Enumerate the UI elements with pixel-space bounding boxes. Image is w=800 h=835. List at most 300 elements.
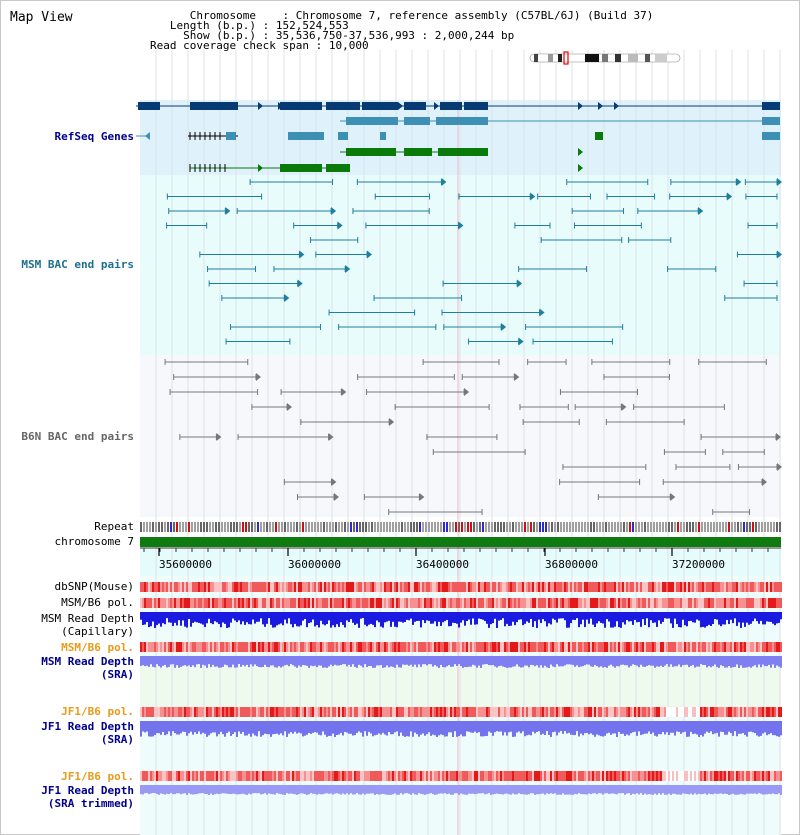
polymorphism-cell (304, 582, 306, 592)
read-depth-bar (746, 656, 748, 667)
read-depth-bar (152, 612, 154, 622)
read-depth-bar (256, 656, 258, 666)
polymorphism-cell (588, 707, 590, 717)
track-label-msm-depth-capillary[interactable]: MSM Read Depth (41, 612, 134, 625)
polymorphism-cell (368, 771, 370, 781)
read-depth-bar (330, 612, 332, 628)
read-depth-bar (520, 656, 522, 668)
polymorphism-cell (328, 771, 330, 781)
polymorphism-cell (570, 707, 572, 717)
polymorphism-cell (496, 642, 498, 652)
polymorphism-cell (344, 582, 346, 592)
track-label-refseq[interactable]: RefSeq Genes (54, 130, 134, 143)
read-depth-bar (342, 656, 344, 664)
polymorphism-cell (410, 771, 412, 781)
polymorphism-cell (370, 582, 372, 592)
read-depth-bar (530, 656, 532, 665)
read-depth-bar (656, 721, 658, 737)
read-depth-bar (558, 785, 560, 795)
polymorphism-cell (370, 771, 372, 781)
read-depth-bar (216, 612, 218, 622)
read-depth-bar (344, 612, 346, 627)
read-depth-bar (310, 785, 312, 793)
polymorphism-cell (708, 707, 710, 717)
polymorphism-cell (462, 598, 464, 608)
polymorphism-cell (246, 642, 248, 652)
polymorphism-cell (380, 771, 382, 781)
read-depth-bar (726, 656, 728, 668)
ideogram-band (558, 54, 562, 62)
track-label-msm-b6-pol-2[interactable]: MSM/B6 pol. (61, 641, 134, 654)
track-label-dbsnp[interactable]: dbSNP(Mouse) (54, 580, 134, 593)
read-depth-bar (686, 721, 688, 737)
polymorphism-cell (294, 707, 296, 717)
polymorphism-cell (706, 707, 708, 717)
read-depth-bar (764, 612, 766, 624)
polymorphism-cell (366, 771, 368, 781)
polymorphism-cell (468, 598, 470, 608)
polymorphism-cell (198, 598, 200, 608)
polymorphism-cell (550, 642, 552, 652)
polymorphism-cell (266, 771, 268, 781)
polymorphism-cell (176, 642, 178, 652)
polymorphism-cell (304, 707, 306, 717)
polymorphism-cell (754, 771, 756, 781)
read-depth-bar (384, 656, 386, 667)
read-depth-bar (214, 612, 216, 621)
read-depth-bar (288, 785, 290, 794)
read-depth-bar (610, 785, 612, 794)
track-label-chromosome[interactable]: chromosome 7 (54, 535, 134, 548)
read-depth-bar (354, 656, 356, 667)
polymorphism-cell (150, 707, 152, 717)
repeat-feature (209, 522, 211, 532)
polymorphism-cell (696, 598, 698, 608)
polymorphism-cell (688, 598, 690, 608)
read-depth-bar (706, 656, 708, 667)
polymorphism-cell (330, 642, 332, 652)
polymorphism-cell (466, 642, 468, 652)
polymorphism-cell (406, 642, 408, 652)
read-depth-bar (508, 785, 510, 794)
read-depth-bar (608, 656, 610, 666)
polymorphism-cell (440, 598, 442, 608)
repeat-feature (257, 522, 259, 532)
polymorphism-cell (640, 771, 642, 781)
polymorphism-cell (186, 707, 188, 717)
polymorphism-cell (716, 582, 718, 592)
polymorphism-cell (592, 598, 594, 608)
polymorphism-cell (494, 598, 496, 608)
polymorphism-cell (480, 707, 482, 717)
read-depth-bar (720, 785, 722, 793)
read-depth-bar (364, 721, 366, 731)
axis-tick-label: 36400000 (416, 558, 469, 571)
read-depth-bar (204, 721, 206, 734)
read-depth-bar (284, 785, 286, 795)
read-depth-bar (652, 612, 654, 623)
polymorphism-cell (660, 771, 662, 781)
read-depth-bar (184, 612, 186, 627)
polymorphism-cell (574, 642, 576, 652)
read-depth-bar (692, 612, 694, 622)
polymorphism-cell (228, 598, 230, 608)
read-depth-bar (264, 612, 266, 627)
polymorphism-cell (652, 642, 654, 652)
polymorphism-cell (350, 642, 352, 652)
polymorphism-cell (428, 707, 430, 717)
read-depth-bar (588, 785, 590, 794)
read-depth-bar (422, 721, 424, 733)
read-depth-bar (234, 612, 236, 620)
polymorphism-cell (730, 642, 732, 652)
read-depth-bar (596, 656, 598, 666)
polymorphism-cell (780, 598, 782, 608)
polymorphism-cell (596, 642, 598, 652)
polymorphism-cell (668, 771, 670, 781)
polymorphism-cell (158, 707, 160, 717)
read-depth-bar (372, 612, 374, 625)
polymorphism-cell (206, 598, 208, 608)
polymorphism-cell (400, 771, 402, 781)
read-depth-bar (496, 656, 498, 668)
polymorphism-cell (770, 582, 772, 592)
polymorphism-cell (184, 642, 186, 652)
read-depth-bar (220, 656, 222, 668)
polymorphism-cell (366, 707, 368, 717)
polymorphism-cell (182, 707, 184, 717)
polymorphism-cell (662, 598, 664, 608)
polymorphism-cell (280, 771, 282, 781)
polymorphism-cell (208, 771, 210, 781)
read-depth-bar (200, 721, 202, 734)
polymorphism-cell (510, 642, 512, 652)
polymorphism-cell (144, 598, 146, 608)
read-depth-bar (262, 785, 264, 794)
read-depth-bar (540, 785, 542, 794)
polymorphism-cell (336, 771, 338, 781)
repeat-feature (476, 522, 478, 532)
repeat-feature (287, 522, 289, 532)
polymorphism-cell (258, 598, 260, 608)
polymorphism-cell (202, 707, 204, 717)
polymorphism-cell (220, 707, 222, 717)
polymorphism-cell (488, 771, 490, 781)
read-depth-bar (172, 656, 174, 664)
polymorphism-cell (330, 582, 332, 592)
read-depth-bar (526, 785, 528, 795)
repeat-feature (572, 522, 574, 532)
read-depth-bar (454, 612, 456, 623)
gene-exon (595, 132, 603, 140)
polymorphism-cell (668, 707, 670, 717)
read-depth-bar (446, 721, 448, 736)
polymorphism-cell (424, 598, 426, 608)
polymorphism-cell (576, 707, 578, 717)
polymorphism-cell (236, 642, 238, 652)
repeat-feature (248, 522, 250, 532)
read-depth-bar (472, 656, 474, 665)
read-depth-bar (666, 612, 668, 619)
read-depth-bar (490, 612, 492, 624)
polymorphism-cell (332, 598, 334, 608)
polymorphism-cell (200, 642, 202, 652)
polymorphism-cell (518, 582, 520, 592)
polymorphism-cell (356, 771, 358, 781)
polymorphism-cell (186, 642, 188, 652)
read-depth-bar (352, 612, 354, 623)
polymorphism-cell (208, 707, 210, 717)
polymorphism-cell (704, 642, 706, 652)
polymorphism-cell (728, 582, 730, 592)
read-depth-bar (576, 721, 578, 731)
polymorphism-cell (332, 707, 334, 717)
read-depth-bar (512, 656, 514, 667)
read-depth-bar (582, 656, 584, 666)
polymorphism-cell (292, 771, 294, 781)
polymorphism-cell (246, 582, 248, 592)
polymorphism-cell (548, 642, 550, 652)
polymorphism-cell (412, 642, 414, 652)
read-depth-bar (780, 612, 782, 619)
polymorphism-cell (562, 642, 564, 652)
repeat-feature (704, 522, 706, 532)
read-depth-bar (634, 612, 636, 620)
polymorphism-cell (328, 582, 330, 592)
read-depth-bar (598, 612, 600, 621)
gene-exon (346, 148, 396, 156)
chromosome-label: Chromosome (189, 9, 256, 22)
polymorphism-cell (566, 642, 568, 652)
read-depth-bar (714, 721, 716, 733)
polymorphism-cell (612, 771, 614, 781)
polymorphism-cell (366, 598, 368, 608)
polymorphism-cell (446, 771, 448, 781)
polymorphism-cell (160, 707, 162, 717)
track-label-msm-bac[interactable]: MSM BAC end pairs (21, 258, 134, 271)
track-label-jf1-b6-pol-2[interactable]: JF1/B6 pol. (61, 770, 134, 783)
polymorphism-cell (300, 642, 302, 652)
read-depth-bar (440, 612, 442, 626)
read-depth-bar (778, 656, 780, 667)
polymorphism-cell (252, 771, 254, 781)
read-depth-bar (754, 721, 756, 733)
repeat-feature (698, 522, 700, 532)
polymorphism-cell (580, 771, 582, 781)
polymorphism-cell (272, 598, 274, 608)
read-depth-bar (642, 656, 644, 667)
read-depth-bar (738, 785, 740, 795)
polymorphism-cell (234, 598, 236, 608)
read-depth-bar (494, 656, 496, 666)
polymorphism-cell (700, 582, 702, 592)
gene-exon (280, 164, 322, 172)
read-depth-bar (650, 612, 652, 620)
polymorphism-cell (604, 582, 606, 592)
polymorphism-cell (530, 598, 532, 608)
track-label-repeat[interactable]: Repeat (94, 520, 134, 533)
read-depth-bar (140, 656, 142, 666)
polymorphism-cell (610, 582, 612, 592)
polymorphism-cell (422, 582, 424, 592)
repeat-feature (341, 522, 343, 532)
polymorphism-cell (394, 707, 396, 717)
polymorphism-cell (536, 642, 538, 652)
polymorphism-cell (750, 771, 752, 781)
read-depth-bar (640, 656, 642, 665)
read-depth-bar (326, 612, 328, 624)
read-depth-bar (224, 785, 226, 793)
polymorphism-cell (638, 582, 640, 592)
polymorphism-cell (748, 598, 750, 608)
read-depth-bar (570, 656, 572, 665)
polymorphism-cell (174, 582, 176, 592)
read-depth-bar (426, 612, 428, 620)
polymorphism-cell (516, 771, 518, 781)
read-depth-bar (238, 656, 240, 664)
read-depth-bar (764, 785, 766, 794)
read-depth-bar (420, 656, 422, 667)
polymorphism-cell (312, 598, 314, 608)
polymorphism-cell (534, 598, 536, 608)
read-depth-bar (380, 785, 382, 794)
polymorphism-cell (676, 598, 678, 608)
track-label-jf1-depth-trimmed[interactable]: JF1 Read Depth (41, 784, 134, 797)
read-depth-bar (736, 656, 738, 664)
read-depth-bar (364, 656, 366, 664)
polymorphism-cell (674, 771, 676, 781)
polymorphism-cell (372, 598, 374, 608)
read-depth-bar (620, 721, 622, 734)
read-depth-bar (270, 721, 272, 737)
read-depth-bar (590, 721, 592, 733)
read-depth-bar (394, 721, 396, 732)
polymorphism-cell (556, 771, 558, 781)
polymorphism-cell (466, 582, 468, 592)
polymorphism-cell (314, 598, 316, 608)
polymorphism-cell (572, 707, 574, 717)
track-label-msm-depth-sra[interactable]: MSM Read Depth (41, 655, 134, 668)
polymorphism-cell (182, 598, 184, 608)
read-depth-bar (632, 656, 634, 664)
read-depth-bar (554, 656, 556, 667)
read-depth-bar (362, 656, 364, 667)
repeat-feature (320, 522, 322, 532)
polymorphism-cell (570, 582, 572, 592)
polymorphism-cell (760, 582, 762, 592)
polymorphism-cell (224, 771, 226, 781)
read-depth-bar (444, 656, 446, 667)
read-depth-bar (300, 785, 302, 793)
polymorphism-cell (244, 598, 246, 608)
read-depth-bar (232, 612, 234, 619)
polymorphism-cell (668, 582, 670, 592)
polymorphism-cell (398, 771, 400, 781)
repeat-feature (218, 522, 220, 532)
polymorphism-cell (470, 707, 472, 717)
polymorphism-cell (746, 771, 748, 781)
polymorphism-cell (464, 642, 466, 652)
repeat-feature (488, 522, 490, 532)
read-depth-bar (760, 612, 762, 621)
polymorphism-cell (254, 642, 256, 652)
read-depth-bar (436, 612, 438, 626)
read-depth-bar (498, 612, 500, 621)
track-label-b6n-bac[interactable]: B6N BAC end pairs (21, 430, 134, 443)
read-depth-bar (594, 656, 596, 665)
polymorphism-cell (772, 771, 774, 781)
read-depth-bar (460, 656, 462, 666)
polymorphism-cell (774, 642, 776, 652)
polymorphism-cell (236, 582, 238, 592)
polymorphism-cell (496, 771, 498, 781)
read-depth-bar (532, 612, 534, 627)
polymorphism-cell (218, 598, 220, 608)
polymorphism-cell (478, 707, 480, 717)
repeat-feature (305, 522, 307, 532)
read-depth-bar (762, 785, 764, 795)
polymorphism-cell (478, 598, 480, 608)
polymorphism-cell (730, 598, 732, 608)
repeat-feature (176, 522, 178, 532)
polymorphism-cell (436, 598, 438, 608)
read-depth-bar (710, 785, 712, 794)
read-depth-bar (464, 785, 466, 795)
polymorphism-cell (226, 598, 228, 608)
read-depth-bar (426, 785, 428, 794)
read-depth-bar (424, 656, 426, 664)
track-label-jf1-b6-pol[interactable]: JF1/B6 pol. (61, 705, 134, 718)
polymorphism-cell (352, 771, 354, 781)
repeat-feature (161, 522, 163, 532)
read-depth-bar (682, 785, 684, 793)
read-depth-bar (162, 612, 164, 623)
read-depth-bar (502, 612, 504, 618)
read-depth-bar (238, 612, 240, 620)
read-depth-bar (558, 721, 560, 732)
polymorphism-cell (554, 582, 556, 592)
read-depth-bar (644, 612, 646, 625)
read-depth-bar (222, 721, 224, 734)
polymorphism-cell (692, 582, 694, 592)
polymorphism-cell (402, 707, 404, 717)
polymorphism-cell (384, 598, 386, 608)
polymorphism-cell (296, 642, 298, 652)
read-depth-bar (742, 612, 744, 623)
track-label-jf1-depth-sra[interactable]: JF1 Read Depth (41, 720, 134, 733)
polymorphism-cell (334, 707, 336, 717)
read-depth-bar (738, 721, 740, 734)
read-depth-bar (298, 721, 300, 733)
polymorphism-cell (600, 598, 602, 608)
read-depth-bar (626, 656, 628, 665)
polymorphism-cell (646, 707, 648, 717)
polymorphism-cell (778, 771, 780, 781)
polymorphism-cell (600, 642, 602, 652)
read-depth-bar (410, 612, 412, 619)
read-depth-bar (412, 612, 414, 625)
polymorphism-cell (286, 582, 288, 592)
polymorphism-cell (774, 771, 776, 781)
track-label-msm-b6-pol[interactable]: MSM/B6 pol. (61, 596, 134, 609)
polymorphism-cell (284, 598, 286, 608)
read-depth-bar (722, 612, 724, 624)
polymorphism-cell (298, 771, 300, 781)
polymorphism-cell (160, 582, 162, 592)
polymorphism-cell (296, 771, 298, 781)
read-depth-bar (204, 785, 206, 794)
read-depth-bar (756, 656, 758, 667)
